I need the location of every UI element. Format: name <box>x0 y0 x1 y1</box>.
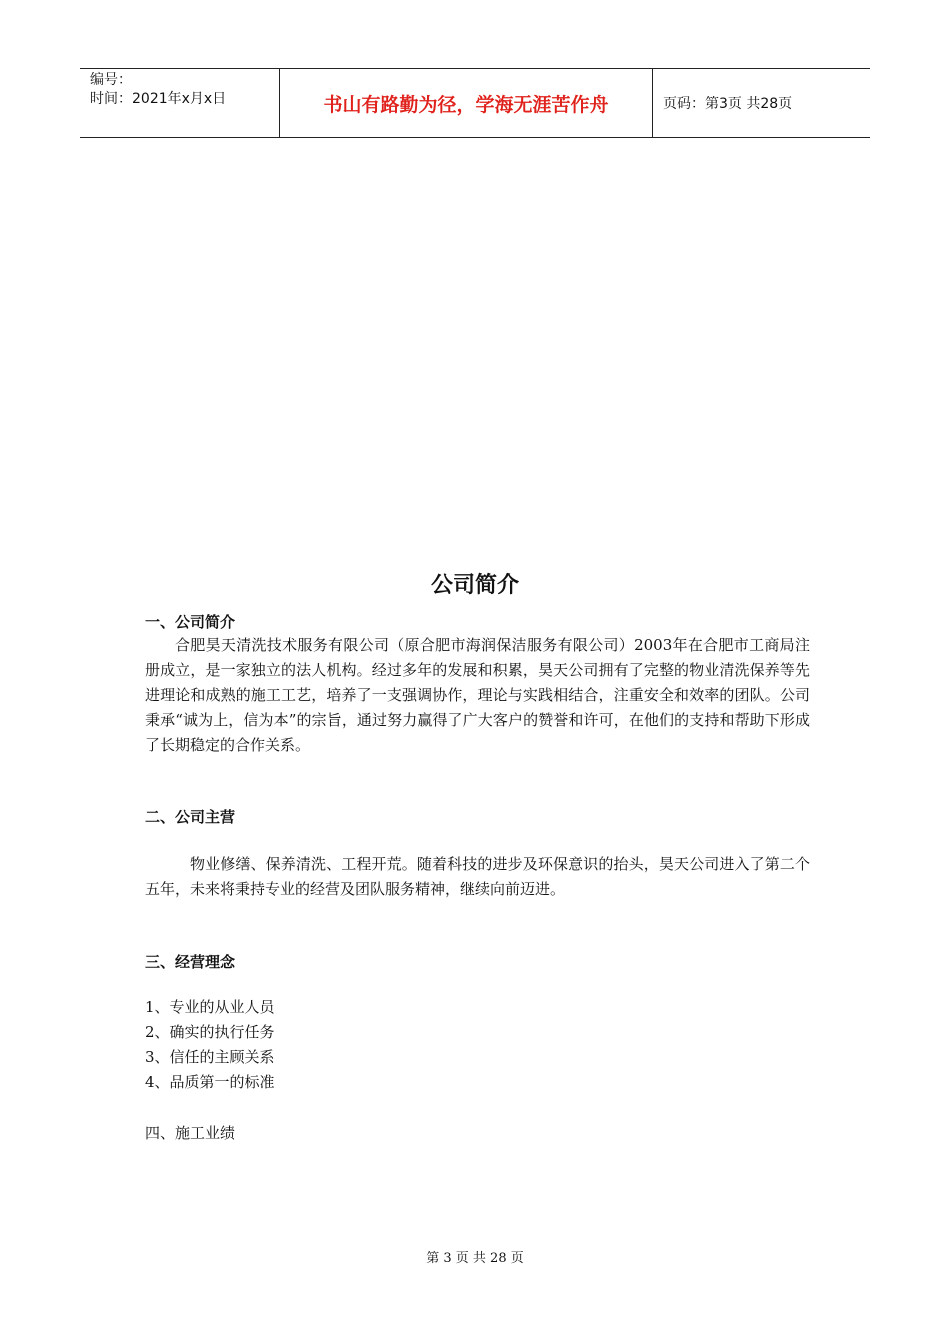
philosophy-list <box>145 995 275 1095</box>
page-footer: 第 3 页 共 28 页 <box>426 1251 524 1266</box>
list-item: 1、专业的从业人员 <box>145 998 275 1016</box>
section-heading-business: 二、公司主营 <box>145 808 236 826</box>
header-page-info: 页码：第3页 共28页 <box>663 96 793 112</box>
header-motto: 书山有路勤为径，学海无涯苦作舟 <box>280 69 653 137</box>
section-heading-projects: 四、施工业绩 <box>145 1124 236 1142</box>
document-title: 公司简介 <box>430 573 519 598</box>
list-item: 2、确实的执行任务 <box>145 1023 275 1041</box>
business-text: 物业修缮、保养清洗、工程开荒。随着科技的进步及环保意识的抬头，昊天公司进入了第二个五年，未来将秉持专业的经营及团队服务精神，继续向前迈进。 <box>145 855 810 898</box>
intro-text: 合肥昊天清洗技术服务有限公司（原合肥市海润保洁服务有限公司）2003年在合肥市工商局注册成立，是一家独立的法人机构。经过多年的发展和积累，昊天公司拥有了完整的物业清洗保养等先进理论和成熟的施工工艺，培养了一支强调协作，理论与实践相结合，注重安全和效率的团队。公司秉承“诚为上，信为本”的宗旨，通过努力赢得了广大客户的赞誉和许可，在他们的支持和帮助下形成了长期稳定的合作关系。 <box>145 636 810 754</box>
section-heading-intro: 一、公司简介 <box>145 613 236 631</box>
list-item: 3、信任的主顾关系 <box>145 1048 275 1066</box>
header-meta <box>80 69 280 137</box>
list-item: 4、品质第一的标准 <box>145 1073 275 1091</box>
document-date: 时间：2021年x月x日 <box>90 91 227 107</box>
page-header <box>80 68 870 138</box>
section-heading-philosophy: 三、经营理念 <box>145 953 236 971</box>
document-number-label: 编号： <box>90 72 132 88</box>
section-business-paragraph <box>145 852 810 902</box>
section-intro-paragraph <box>145 633 810 758</box>
